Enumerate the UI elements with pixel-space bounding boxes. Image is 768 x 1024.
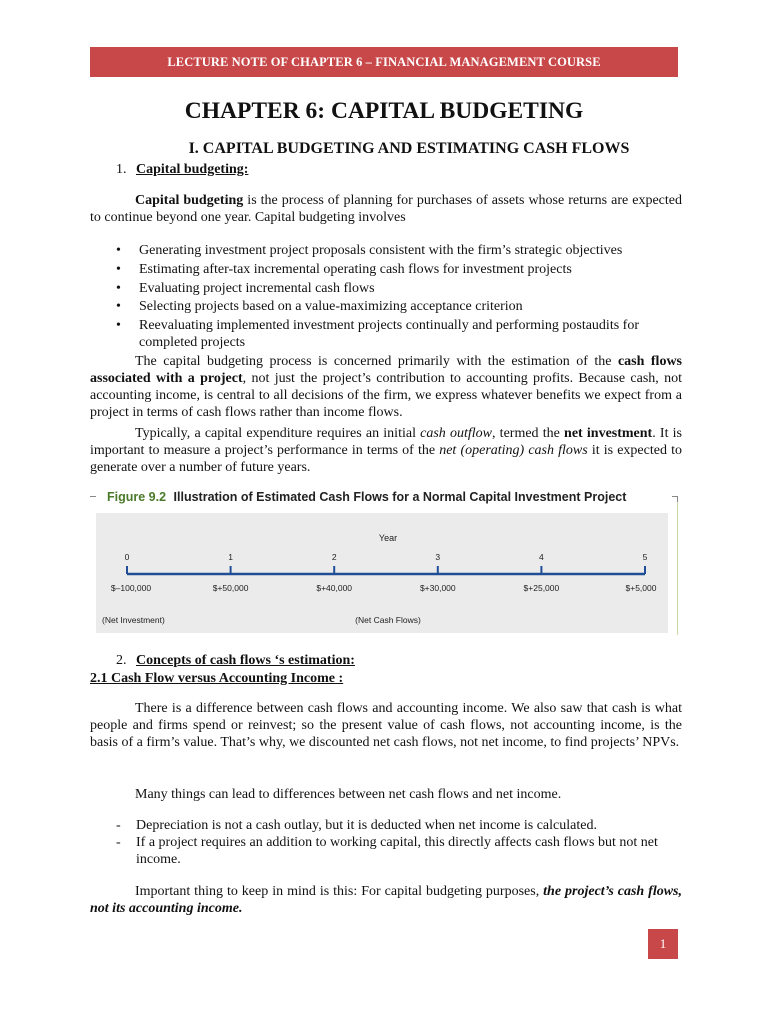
cash-flow-label: $–100,000 [110,583,152,593]
header-text: LECTURE NOTE OF CHAPTER 6 – FINANCIAL MANAGEMENT COURSE [167,55,601,69]
year-tick-label: 5 [642,552,648,562]
net-cash-flows-label: (Net Cash Flows) [355,615,421,625]
process-paragraph: The capital budgeting process is concerned primarily with the estimation of the cash flows associated with a project, not just the project’s contribution to accounting profits. Because cash, not accounting income, is central to all decisions of the firm, we express whatever benefits we expect from a project in terms of cash flows rather than income flows. [90,354,683,420]
list-item: • Reevaluating implemented investment projects continually and performing postaudits for completed projects [116,318,639,351]
cash-flow-label: $+30,000 [419,583,456,593]
item-1-heading [116,161,248,178]
bullet-list [116,242,682,353]
intro-text: is the process of planning for purchases of assets whose returns are expected to continue beyond one year. Capital budgeting involves [90,193,683,225]
year-tick-label: 2 [331,552,337,562]
list-item: • Estimating after-tax incremental operating cash flows for investment projects [116,261,572,277]
chapter-title: CHAPTER 6: CAPITAL BUDGETING [184,98,584,124]
bold-term: net investment [564,426,653,441]
conclusion-paragraph: Important thing to keep in mind is this: For capital budgeting purposes, the project’s cash flows, not its accounting income. [90,884,683,916]
italic-term: net (operating) cash flows [439,443,588,458]
list-item: • Generating investment project proposals consistent with the firm’s strategic objectives [116,243,623,258]
document-header-bar [90,47,678,77]
cash-flow-label: $+5,000 [625,583,657,593]
year-axis-label: Year [378,533,398,543]
italic-term: cash outflow [420,426,492,441]
dash-marker: - [116,818,121,833]
expenditure-paragraph: Typically, a capital expenditure requires an initial cash outflow, termed the net investment. It is important to measure a project’s performance in terms of the net (operating) cash flows it is expected to generate over a number of future years. [90,426,682,475]
differences-intro: Many things can lead to differences between net cash flows and net income. [135,787,562,802]
item-1-number: 1. [116,162,127,177]
item-2-label: Concepts of cash flows ‘s estimation: [136,653,355,668]
dash-marker: - [116,835,121,850]
item-2-heading [116,652,355,669]
cash-flow-label: $+25,000 [523,583,560,593]
year-tick-label: 1 [228,552,233,562]
intro-paragraph [90,192,682,226]
cash-flow-label: $+50,000 [212,583,249,593]
list-item: • Selecting projects based on a value-maximizing acceptance criterion [116,299,523,315]
year-tick-label: 4 [539,552,544,562]
cash-flow-timeline [90,486,680,642]
difference-paragraph: There is a difference between cash flows and accounting income. We also saw that cash is what people and firms spend or reinvest; so the present value of cash flows, not accounting income, is the basis of a firm’s value. That’s why, we discounted net cash flows, not net income, to find projects’ NPVs. [90,701,682,750]
list-item: - If a project requires an addition to working capital, this directly affects cash flows but not net income. [116,835,658,867]
bold-italic-term: the project’s cash flows, not its accounting income. [90,884,683,916]
dash-list [116,817,682,868]
cash-flow-figure [90,486,680,642]
cash-flow-label: $+40,000 [316,583,353,593]
year-tick-label: 3 [435,552,441,562]
list-item: - Depreciation is not a cash outlay, but it is deducted when net income is calculated. [116,818,597,833]
bullet-icon: • [116,261,121,277]
item-2-number: 2. [116,653,127,668]
net-investment-label: (Net Investment) [102,615,165,625]
figure-number: Figure 9.2 [107,490,167,504]
year-tick-label: 0 [124,552,130,562]
list-item: • Evaluating project incremental cash flows [116,280,375,296]
bullet-icon: • [116,243,121,258]
bold-term: cash flows associated with a project [90,354,682,386]
item-1-label: Capital budgeting: [136,162,249,177]
subsection-heading: 2.1 Cash Flow versus Accounting Income : [90,671,344,686]
section-title: I. CAPITAL BUDGETING AND ESTIMATING CASH FLOWS [188,140,630,157]
figure-title: Illustration of Estimated Cash Flows for a Normal Capital Investment Project [173,490,627,504]
bullet-icon: • [116,318,121,334]
page-number: 1 [648,929,678,959]
bullet-icon: • [116,299,121,315]
bullet-icon: • [116,280,121,296]
intro-bold-term: Capital budgeting [135,193,244,208]
